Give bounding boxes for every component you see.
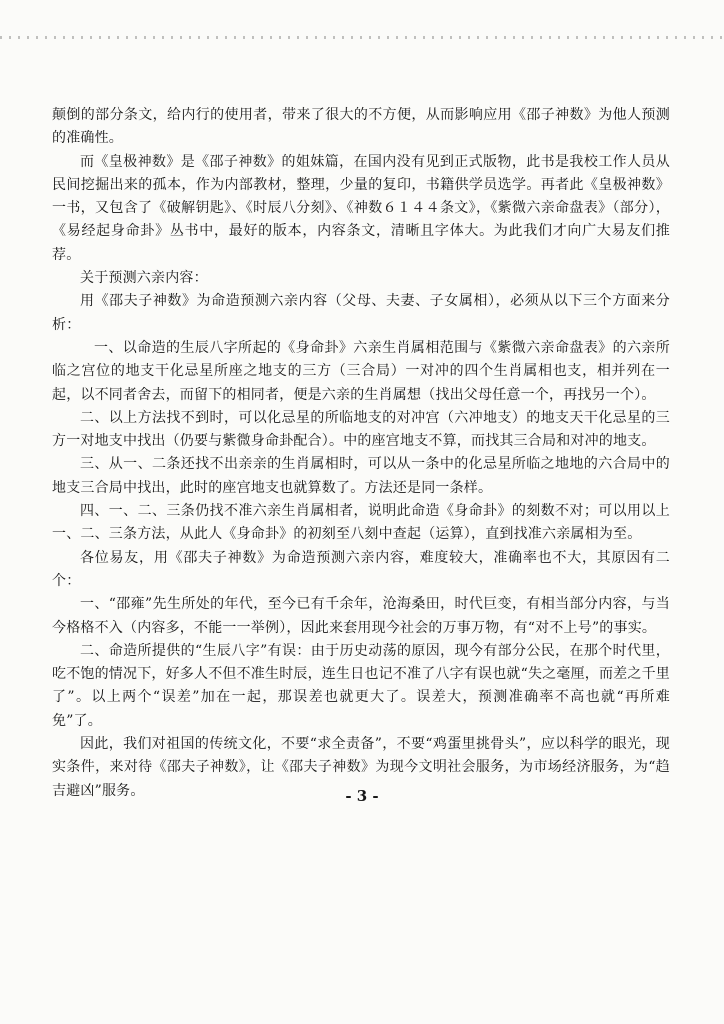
- scan-border-noise: [0, 36, 724, 39]
- method-item-1: 一、以命造的生辰八字所起的《身命卦》六亲生肖属相范围与《紫微六亲命盘表》的六亲所临之宫位的地支干化忌星所座之地支的三方（三合局）一对冲的四个生肖属相也支，相并列在一起，以不同者舍去，而留下的相同者，便是六亲的生肖属想（找出父母任意一个，再找另一个）。: [52, 339, 670, 403]
- paragraph-1: 颠倒的部分条文，给内行的使用者，带来了很大的不方便，从而影响应用《邵子神数》为他人预测的准确性。: [52, 107, 670, 147]
- page-number: - 3 -: [345, 787, 379, 805]
- document-body: [52, 104, 670, 803]
- reason-item-1: 一、“邵雍”先生所处的年代，至今已有千余年，沧海桑田，时代巨变，有相当部分内容，与当今格格不入（内容多，不能一一举例），因此来套用现今社会的万事万物，有“对不上号”的事实。: [52, 596, 670, 636]
- method-item-2: 二、以上方法找不到时，可以化忌星的所临地支的对冲宫（六冲地支）的地支天干化忌星的三方一对地支中找出（仍要与紫微身命卦配合）。中的座宫地支不算，而找其三合局和对冲的地支。: [52, 409, 670, 450]
- paragraph-2: 而《皇极神数》是《邵子神数》的姐妹篇，在国内没有见到正式版物，此书是我校工作人员从民间挖掘出来的孤本，作为内部教材，整理，少量的复印，书籍供学员选学。再者此《皇极神数》一书，又包含了《破解钥匙》、《时辰八分刻》、《神数６１４４条文》，《紫微六亲命盘表》（部分），《易经起身命卦》丛书中，最好的版本，内容条文，清晰且字体大。为此我们才向广大易友们推荐。: [52, 153, 670, 263]
- paragraph-4: 用《邵夫子神数》为命造预测六亲内容（父母、夫妻、子女属相），必须从以下三个方面来分析：: [52, 293, 670, 333]
- paragraph-reasons-intro: 各位易友，用《邵夫子神数》为命造预测六亲内容，难度较大，准确率也不大，其原因有二个：: [52, 549, 670, 589]
- method-item-4: 四、一、二、三条仍找不准六亲生肖属相者，说明此命造《身命卦》的刻数不对；可以用以上一、二、三条方法，从此人《身命卦》的初刻至八刻中查起（运算），直到找准六亲属相为至。: [52, 503, 670, 543]
- paragraph-conclusion: 因此，我们对祖国的传统文化，不要“求全责备”，不要“鸡蛋里挑骨头”，应以科学的眼光，现实条件，来对待《邵夫子神数》，让《邵夫子神数》为现今文明社会服务，为市场经济服务，为“趋吉避凶”服务。: [52, 736, 670, 799]
- reason-item-2: 二、命造所提供的“生辰八字”有误：由于历史动荡的原因，现今有部分公民，在那个时代里，吃不饱的情况下，好多人不但不准生时辰，连生日也记不准了八字有误也就“失之毫厘，而差之千里了”。以上两个“误差”加在一起，那误差也就更大了。误差大，预测准确率不高也就“再所难免”了。: [52, 642, 670, 729]
- method-item-3: 三、从一、二条还找不出亲亲的生肖属相时，可以从一条中的化忌星所临之地地的六合局中的地支三合局中找出，此时的座宫地支也就算数了。方法还是同一条样。: [52, 456, 670, 496]
- section-heading: 关于预测六亲内容：: [80, 270, 208, 287]
